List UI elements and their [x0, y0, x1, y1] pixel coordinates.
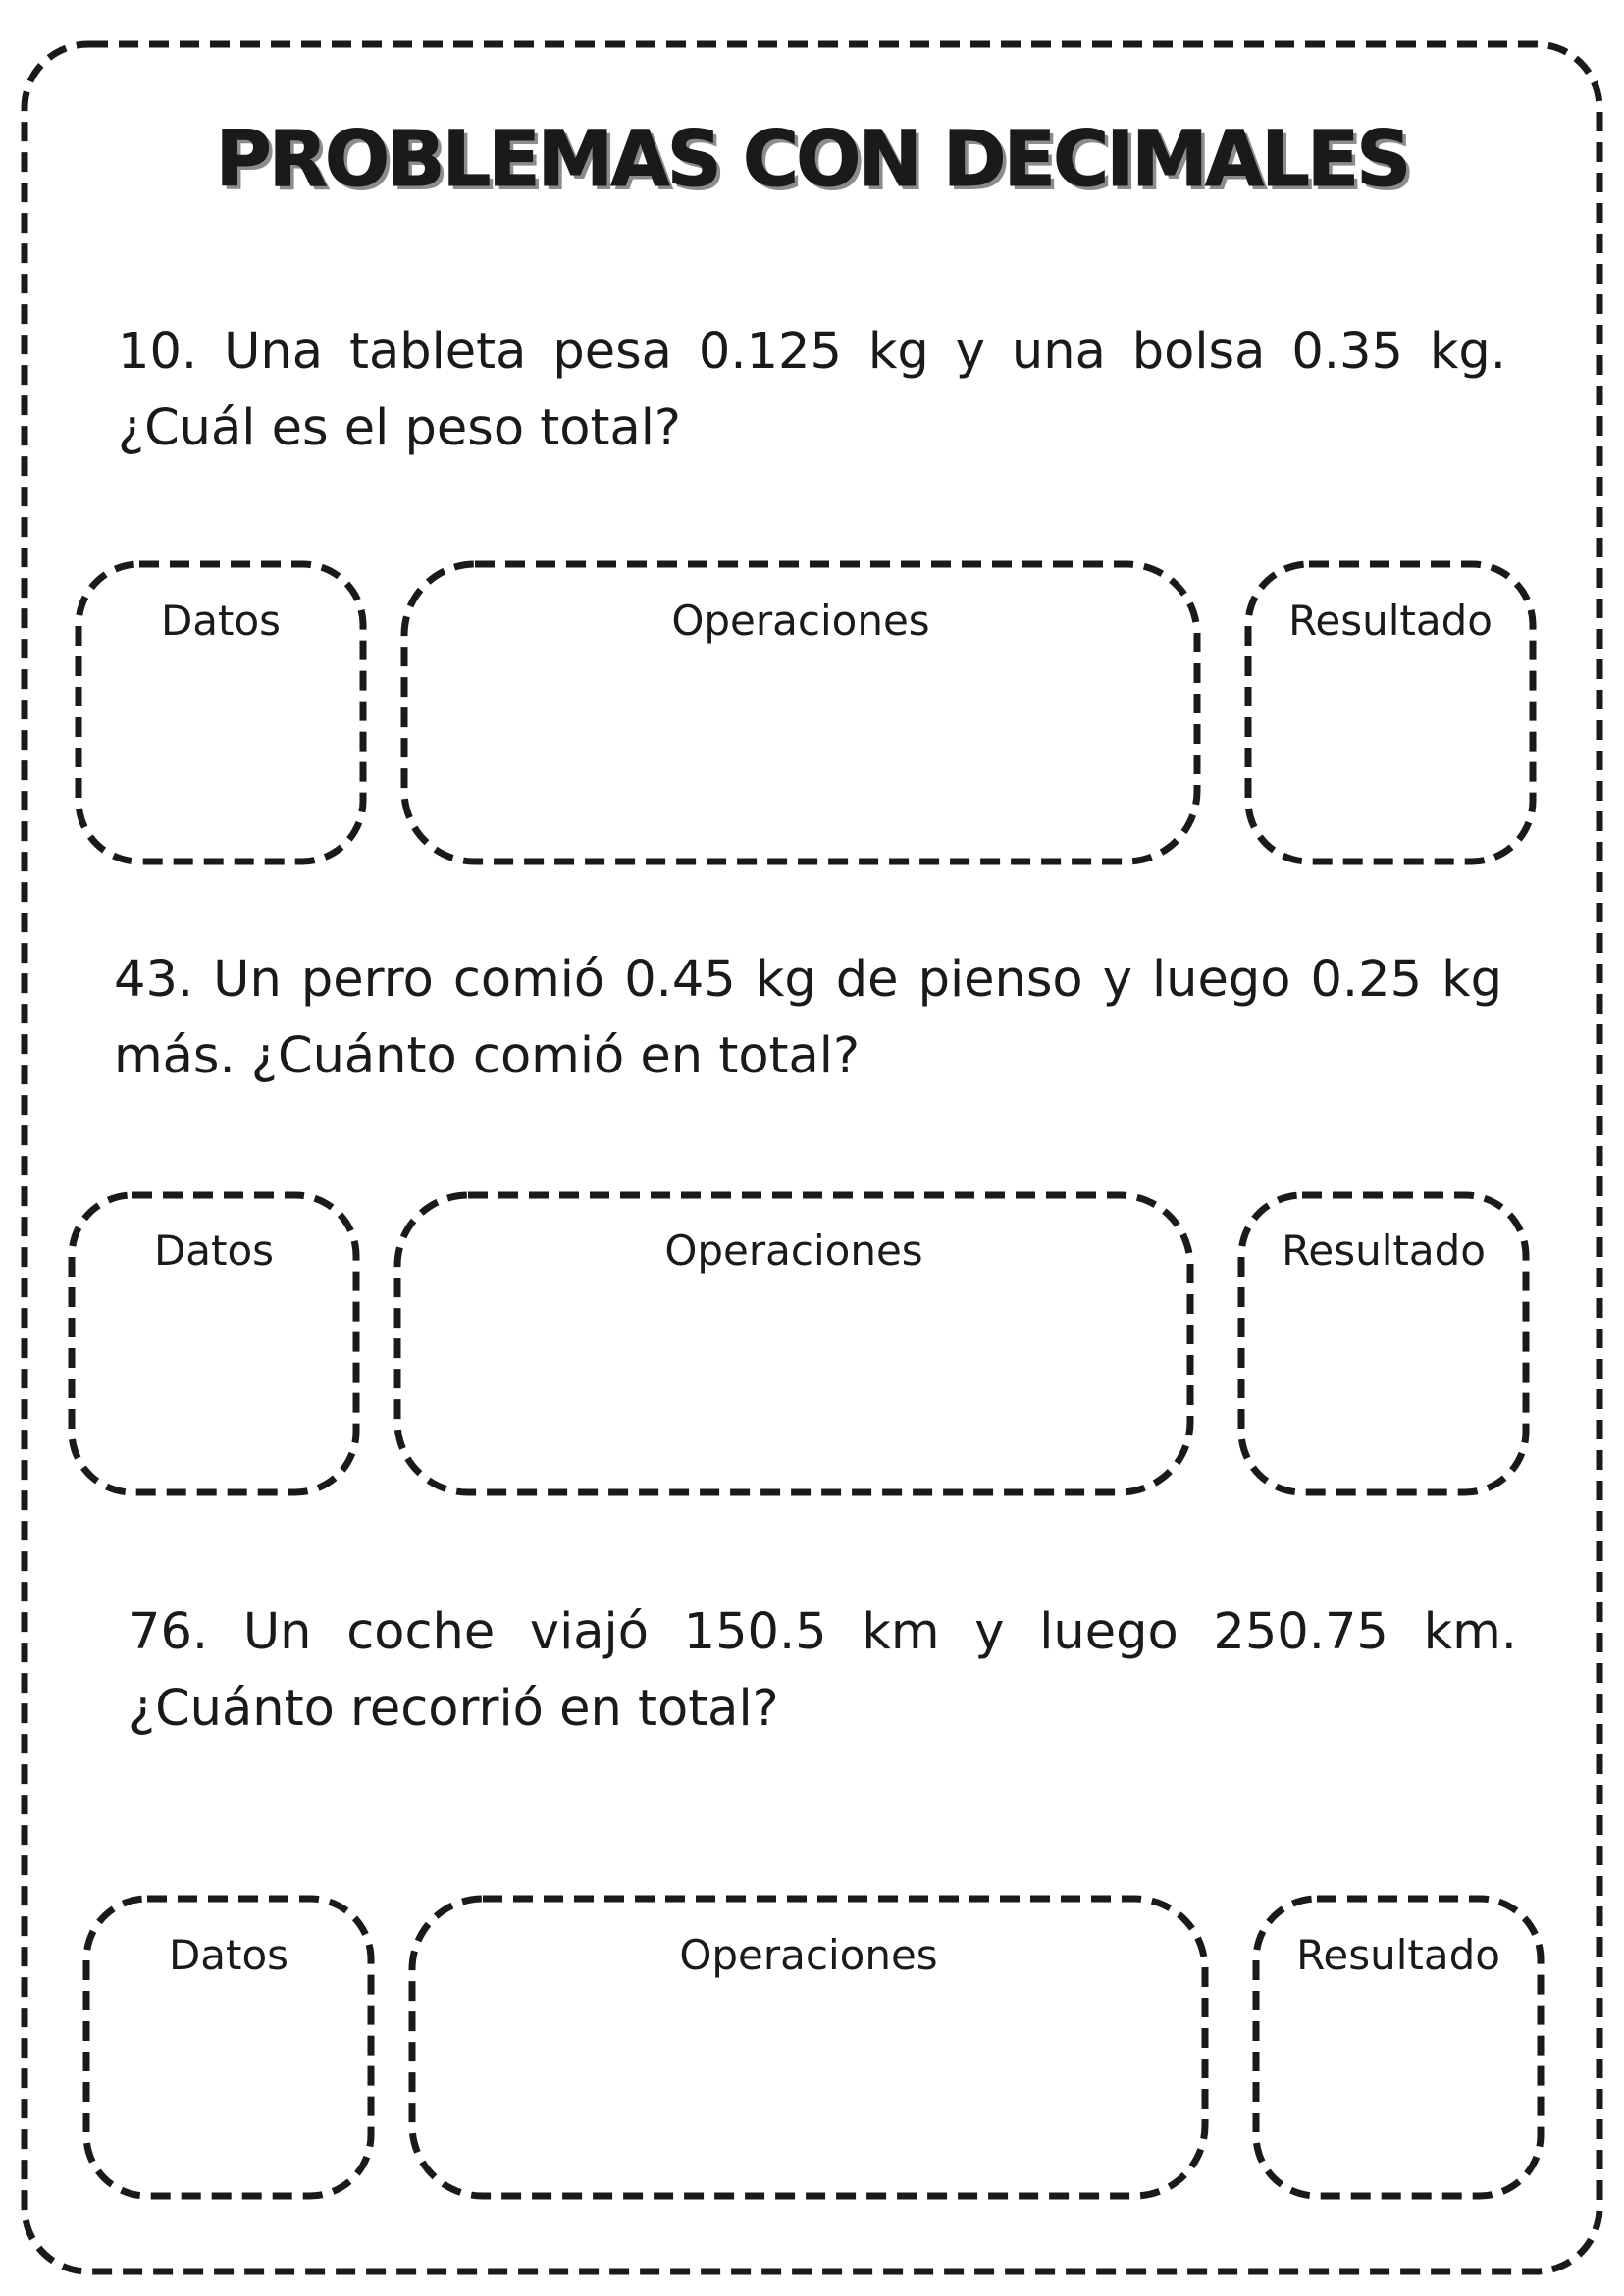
resultado-label-2: Resultado	[1282, 1226, 1486, 1275]
page-title: PROBLEMAS CON DECIMALES	[215, 116, 1409, 204]
datos-label-1: Datos	[160, 597, 282, 645]
operaciones-label-1: Operaciones	[671, 597, 930, 645]
problem-text-3: 76. Un coche viajó 150.5 km y luego 250.75 km. ¿Cuánto recorrió en total?	[129, 1603, 1517, 1738]
resultado-label-3: Resultado	[1296, 1931, 1500, 1979]
resultado-label-1: Resultado	[1288, 597, 1493, 645]
operaciones-label-3: Operaciones	[679, 1931, 938, 1979]
datos-label-2: Datos	[153, 1226, 275, 1275]
problem-text-1: 10. Una tableta pesa 0.125 kg y una bolsa 0.35 kg. ¿Cuál es el peso total?	[118, 323, 1506, 457]
datos-label-3: Datos	[168, 1931, 289, 1979]
problem-text-2: 43. Un perro comió 0.45 kg de pienso y luego 0.25 kg más. ¿Cuánto comió en total?	[114, 951, 1502, 1085]
operaciones-label-2: Operaciones	[664, 1226, 923, 1275]
